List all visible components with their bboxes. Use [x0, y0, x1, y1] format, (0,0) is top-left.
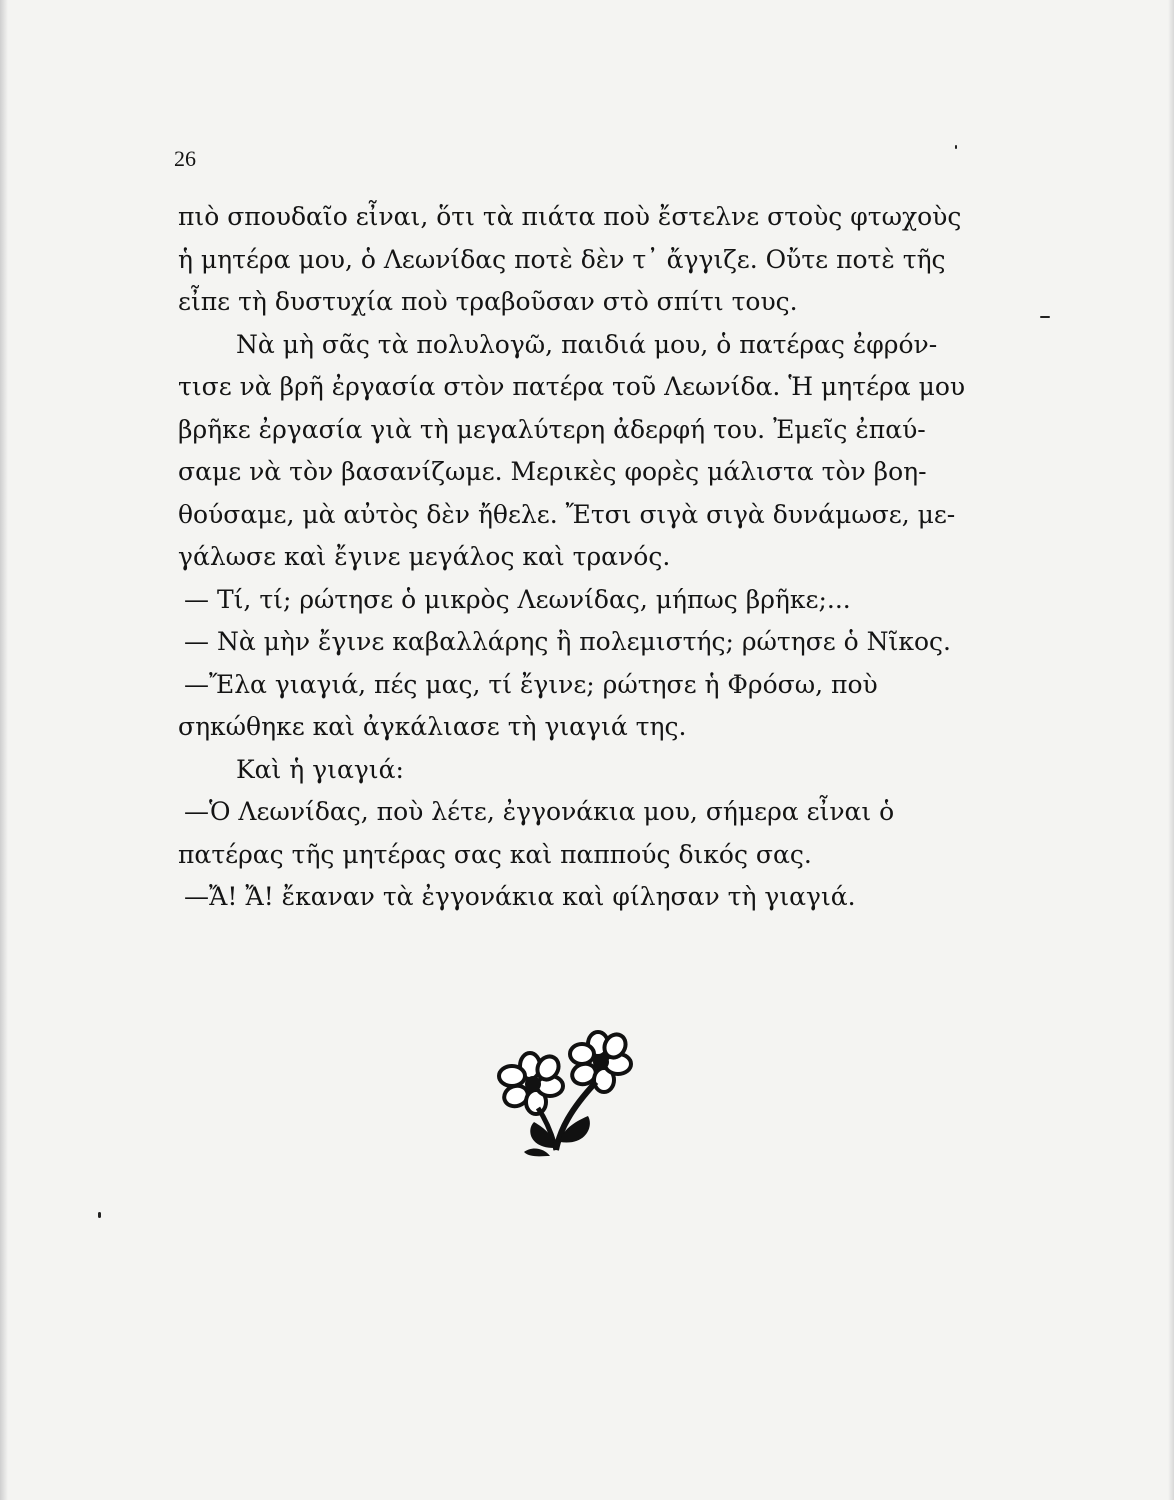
dialog-line: —Ἔλα γιαγιά, πές μας, τί ἔγινε; ρώτησε ἡ Φρόσω, ποὺ: [184, 669, 878, 699]
text-line: σηκώθηκε καὶ ἀγκάλιασε τὴ γιαγιά της.: [178, 712, 687, 741]
flower-ornament-icon: [490, 1030, 640, 1160]
text-line: βρῆκε ἐργασία γιὰ τὴ μεγαλύτερη ἀδερφή του. Ἐμεῖς ἐπαύ-: [178, 414, 926, 444]
page-edge-right: [1168, 0, 1174, 1500]
text-line: εἶπε τὴ δυστυχία ποὺ τραβοῦσαν στὸ σπίτι τους.: [178, 287, 798, 316]
ink-speck: [98, 1212, 101, 1218]
dialog-line: — Τί, τί; ρώτησε ὁ μικρὸς Λεωνίδας, μήπως βρῆκε;...: [184, 584, 851, 614]
text-line: ἡ μητέρα μου, ὁ Λεωνίδας ποτὲ δὲν τ᾿ ἄγγιζε. Οὔτε ποτὲ τῆς: [178, 244, 946, 274]
text-line: Καὶ ἡ γιαγιά:: [236, 754, 404, 784]
page-edge-left: [0, 0, 8, 1500]
ink-speck: [955, 145, 957, 149]
dialog-line: — Νὰ μὴν ἔγινε καβαλλάρης ἢ πολεμιστής; ρώτησε ὁ Νῖκος.: [184, 627, 951, 656]
dialog-line: —Ἄ! Ἄ! ἔκαναν τὰ ἐγγονάκια καὶ φίλησαν τὴ γιαγιά.: [184, 882, 856, 911]
text-line: τισε νὰ βρῆ ἐργασία στὸν πατέρα τοῦ Λεωνίδα. Ἡ μητέρα μου: [178, 372, 966, 401]
text-line: πιὸ σπουδαῖο εἶναι, ὅτι τὰ πιάτα ποὺ ἔστελνε στοὺς φτωχοὺς: [178, 202, 962, 231]
text-line: θούσαμε, μὰ αὐτὸς δὲν ἤθελε. Ἔτσι σιγὰ σιγὰ δυνάμωσε, με-: [178, 499, 956, 529]
text-line: πατέρας τῆς μητέρας σας καὶ παππούς δικός σας.: [178, 839, 812, 869]
text-line: Νὰ μὴ σᾶς τὰ πολυλογῶ, παιδιά μου, ὁ πατέρας ἐφρόν-: [236, 329, 938, 359]
text-line: σαμε νὰ τὸν βασανίζωμε. Μερικὲς φορὲς μάλιστα τὸν βοη-: [178, 457, 927, 486]
text-line: γάλωσε καὶ ἔγινε μεγάλος καὶ τρανός.: [178, 542, 671, 571]
page-number: 26: [174, 146, 196, 171]
dialog-line: —Ὁ Λεωνίδας, ποὺ λέτε, ἐγγονάκια μου, σήμερα εἶναι ὁ: [184, 797, 895, 826]
ink-speck: [1040, 316, 1050, 318]
body-text: [178, 196, 998, 919]
